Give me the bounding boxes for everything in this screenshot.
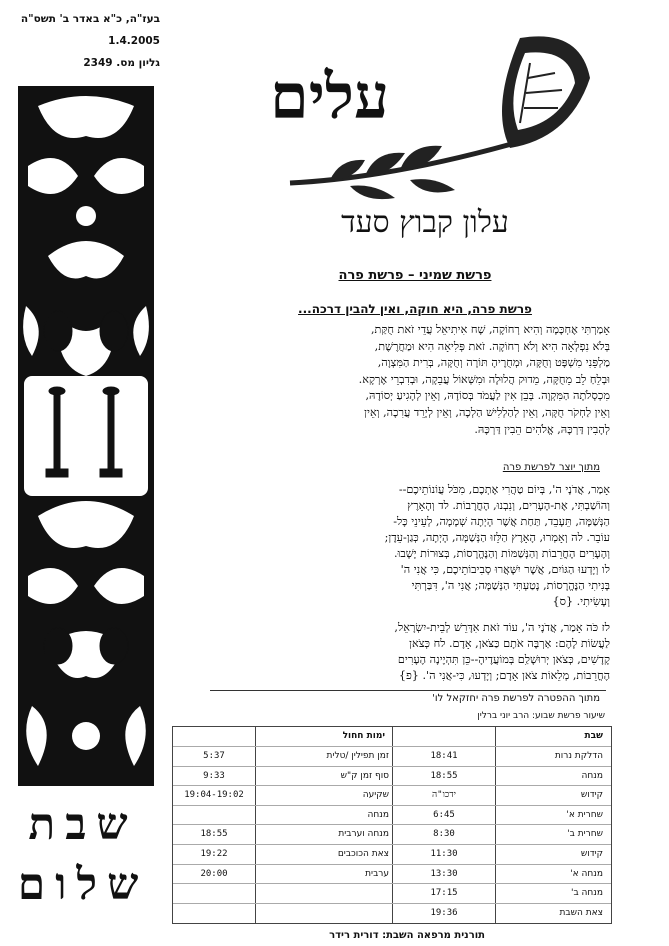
haftara-text-2 — [172, 620, 610, 684]
table-row — [173, 844, 611, 864]
shabbat-time: 19:36 — [430, 907, 458, 918]
shabbat-time: 13:30 — [430, 868, 458, 879]
text-line: לְהָבִין דַּרְכָּהּ, אֱלֹהִים הֵבִין דַּרְכָּהּ. — [474, 422, 610, 436]
shabbat-label: מנחה ב' — [570, 888, 603, 899]
prayer-times-table — [172, 726, 612, 924]
weekday-label: ערבית — [365, 868, 389, 879]
divider — [210, 690, 606, 691]
text-line: אָמַרְתִּי אֶחְכָּמָה וְהִיא רְחוֹקָה, שָׁח אִיתִיאֵל עֲדֵי זֹאת חֻקַּת, — [371, 323, 610, 336]
weekday-time — [175, 884, 253, 903]
shabbat-label: הדלקת נרות — [554, 751, 603, 761]
shabbat-time: 8:30 — [433, 829, 455, 840]
table-header-row — [173, 727, 611, 746]
text-line: וְהוֹשַׁבְתִּי, אֶת-הֶעָרִים, וְנִבְנוּ, הֶחֳרָבוֹת. לד וְהָאָרֶץ — [407, 499, 610, 512]
text-line: קָדָשִׁים, כְּצֹאן יְרוּשָׁלִַם בְּמוֹעֲדֶיהָ--כֵּן תִּהְיֶינָה הֶעָרִים — [397, 653, 610, 666]
table-row — [173, 785, 611, 805]
shabbat-time: 18:41 — [430, 751, 458, 761]
shabbat-label: שחרית א' — [566, 809, 603, 820]
weekday-time: 5:37 — [203, 751, 225, 761]
weekday-label — [263, 904, 389, 923]
shabbat-column-header: שבת — [584, 731, 603, 741]
shabbat-time: 11:30 — [430, 849, 458, 859]
shabbat-label: שחרית ב' — [567, 829, 603, 840]
text-line: וְהֶעָרִים הֶחֳרֵבוֹת וְהַנְּשַׁמּוֹת וְהַנֶּהֱרָסוֹת, בְּצוּרוֹת יָשָׁבוּ. — [393, 547, 610, 560]
shabbat-time: 6:45 — [433, 809, 455, 820]
text-line: לז כֹּה אָמַר, אֲדֹנָי ה', עוֹד זֹאת אִדָּרֵשׁ לְבֵית-יִשְׂרָאֵל, — [394, 621, 610, 634]
weekday-time — [175, 904, 253, 923]
hebrew-date: בעז"ה, כ"א באדר ב' תשס"ה — [20, 13, 160, 25]
text-line: הַנְּשַׁמָּה, תֵּעָבֵד, תַּחַת אֲשֶׁר הָיְתָה שְׁמָמָה, לְעֵינֵי כָּל- — [393, 515, 610, 528]
text-line: וּבְלֵחַ לֵב מֵחֻקָּה, מֵדוּק הֲלוּלָה וּמִשְּׁאוֹל עֲבֵקָה, וּבְדִבְרֵי אֶרְקָא. — [358, 372, 610, 386]
shabbat-time: 17:15 — [430, 888, 458, 899]
text-line: מִכְסְלֹתָה הַמִּקְוָה. בְּבֵן אִין לַעֲמֹד בְּסוֹדָהּ, וְאֵין לְהָגִיעַ יְסוֹדָהּ, — [365, 389, 610, 403]
weekday-label: סוף זמן ק"ש — [340, 770, 389, 781]
table-row — [173, 824, 611, 844]
article-text — [172, 322, 610, 438]
text-line: מַלְפֵּנִי מִשְׁפָּט וְחֻקָּה, וּמְחֻרֶיהָ תּוֹרָה וְחֻקָּה, בְּרִית הַמִּצְוָה, — [377, 356, 610, 370]
side-title-line: שלום — [17, 859, 149, 910]
weekday-time: 19:22 — [200, 849, 228, 859]
table-row — [173, 746, 611, 766]
shabbat-label: קידוש — [580, 849, 603, 859]
shabbat-label: צאת השבת — [559, 907, 603, 918]
haftara-source: מתוך ההפטרה לפרשת פרה יחזקאל לו' — [432, 693, 600, 704]
side-title-line: שבת — [28, 799, 138, 850]
nurse-on-duty: תורנית מרפאה השבת: דורית רידר — [329, 930, 485, 941]
text-line: הֶחֳרֵבוֹת, מְלֵאוֹת צֹאן אָדָם; וְיָדְעוּ, כִּי-אֲנִי ה'. {פ} — [398, 669, 610, 682]
shabbat-shalom-title — [8, 795, 158, 915]
weekday-time — [175, 806, 253, 825]
haftara-text-1 — [172, 482, 610, 610]
shabbat-time: ידכו"ה — [432, 790, 456, 801]
weekday-time: 18:55 — [200, 829, 228, 840]
shabbat-label: מנחה — [581, 770, 603, 781]
text-line: בְּלֹא נִפְלְאָה הִיא וְלֹא רְחוֹקָה. זֹאת פְּלִיאָה הִיא וּמַחֲרֶשֶׁת, — [374, 339, 610, 353]
weekday-label: צאת הכוכבים — [337, 849, 389, 859]
text-line: וְאֵין לַחְקֹר חֻקָּה, וְאֵין לְהַלְלִישׁ הַלְכָה, וְאֵין לְיָרֵד עֲרִכָה, וְאֵין — [364, 405, 610, 419]
ornament-column — [18, 86, 154, 786]
weekday-time: 20:00 — [200, 868, 228, 879]
text-line: לו וְיָדְעוּ הַגּוֹיִם, אֲשֶׁר יִשָּׁאֲרוּ סְבִיבוֹתֵיכֶם, כִּי אֲנִי ה' — [400, 563, 610, 576]
ornament-illustration — [18, 86, 154, 786]
logo-word: עלים — [270, 60, 390, 133]
issue-meta — [20, 8, 160, 74]
weekday-column-header: ימות חחול — [342, 731, 385, 741]
text-line: וְעָשִׂיתִי. {ס} — [552, 595, 610, 608]
shabbat-time: 18:55 — [430, 770, 458, 781]
table-row — [173, 805, 611, 825]
gregorian-date: 1.4.2005 — [108, 35, 160, 47]
weekday-label — [263, 884, 389, 903]
text-line: לַעֲשׂוֹת לָהֶם: אַרְבֶּה אֹתָם כַּצֹּאן, אָדָם. לח כְּצֹאן — [409, 637, 610, 650]
text-line: בָּנִיתִי הַנֶּהֱרָסוֹת, נָטַעְתִּי הַנְּשַׁמָּה; אֲנִי ה', דִּבַּרְתִּי — [411, 579, 610, 592]
text-line: אָמַר, אֲדֹנָי ה', בְּיוֹם טַהֲרִי אֶתְכֶם, מִכֹּל עֲוֹנוֹתֵיכֶם-- — [398, 483, 610, 496]
table-row — [173, 766, 611, 786]
parasha-heading: פרשת שמיני – פרשת פרה — [338, 268, 492, 283]
shabbat-label: מנחה א' — [570, 868, 603, 879]
weekday-label: מנחה — [367, 809, 389, 820]
text-line: עוֹבֵר. לה וְאָמְרוּ, הָאָרֶץ הַלֵּזוּ הַנְּשַׁמָּה, הָיְתָה, כְּגַן-עֵדֶן; — [384, 531, 610, 544]
table-row — [173, 903, 611, 923]
weekday-time: 9:33 — [203, 770, 225, 781]
weekday-time: 19:04-19:02 — [184, 790, 244, 801]
table-row — [173, 883, 611, 903]
shabbat-label: קידוש — [580, 790, 603, 801]
weekly-lesson: שיעור פרשת שבוע: הרב יוני ברלין — [477, 711, 605, 721]
source-heading: מתוך יוצר לפרשת פרה — [502, 462, 600, 473]
weekday-label: מנחה וערבית — [338, 829, 389, 840]
newsletter-subtitle: עלון קבוץ סעד — [341, 205, 509, 240]
weekday-label: זמן תפילין /טלית — [326, 751, 389, 761]
issue-number: גליון מס. 2349 — [83, 57, 160, 69]
weekday-label: שקיעה — [362, 790, 389, 801]
article-title: פרשת פרה, היא חוקה, ואין להבין דרכה... — [298, 302, 532, 316]
table-row — [173, 864, 611, 884]
